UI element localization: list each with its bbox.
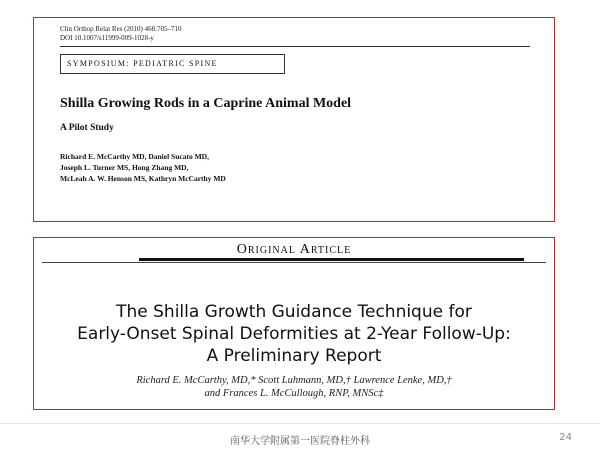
citation-doi: DOI 10.1007/s11999-009-1028-y xyxy=(60,34,154,42)
author-line: McLeah A. W. Henson MS, Kathryn McCarthy MD xyxy=(60,174,226,183)
citation-journal: Clin Orthop Relat Res (2010) 468:705–710 xyxy=(60,25,182,33)
thin-rule xyxy=(42,262,546,263)
article-title-line: Early-Onset Spinal Deformities at 2-Year Follow-Up: xyxy=(77,324,511,344)
article-authors xyxy=(34,374,554,400)
paper-authors xyxy=(60,151,226,184)
article-title-line: A Preliminary Report xyxy=(206,346,382,366)
paper-title: Shilla Growing Rods in a Caprine Animal Model xyxy=(60,96,352,111)
article-author-line: and Frances L. McCullough, RNP, MNSc‡ xyxy=(204,388,384,399)
article-title-line: The Shilla Growth Guidance Technique for xyxy=(116,302,472,322)
header-divider xyxy=(60,46,530,47)
article-title xyxy=(34,301,554,367)
paper-panel-top xyxy=(33,17,555,222)
thick-rule xyxy=(139,258,524,261)
page-number: 24 xyxy=(559,432,572,443)
section-label-box: SYMPOSIUM: PEDIATRIC SPINE xyxy=(60,54,285,74)
original-article-label: Original Article xyxy=(236,242,352,257)
author-line: Joseph L. Turner MS, Hong Zhang MD, xyxy=(60,163,189,172)
article-panel-bottom xyxy=(33,237,555,410)
footer-divider xyxy=(0,423,600,424)
author-line: Richard E. McCarthy MD, Daniel Sucato MD, xyxy=(60,152,209,161)
article-author-line: Richard E. McCarthy, MD,* Scott Luhmann, MD,† Lawrence Lenke, MD,† xyxy=(136,375,452,386)
footer-institution: 南华大学附属第一医院脊柱外科 xyxy=(230,436,370,447)
paper-subtitle: A Pilot Study xyxy=(60,123,114,133)
